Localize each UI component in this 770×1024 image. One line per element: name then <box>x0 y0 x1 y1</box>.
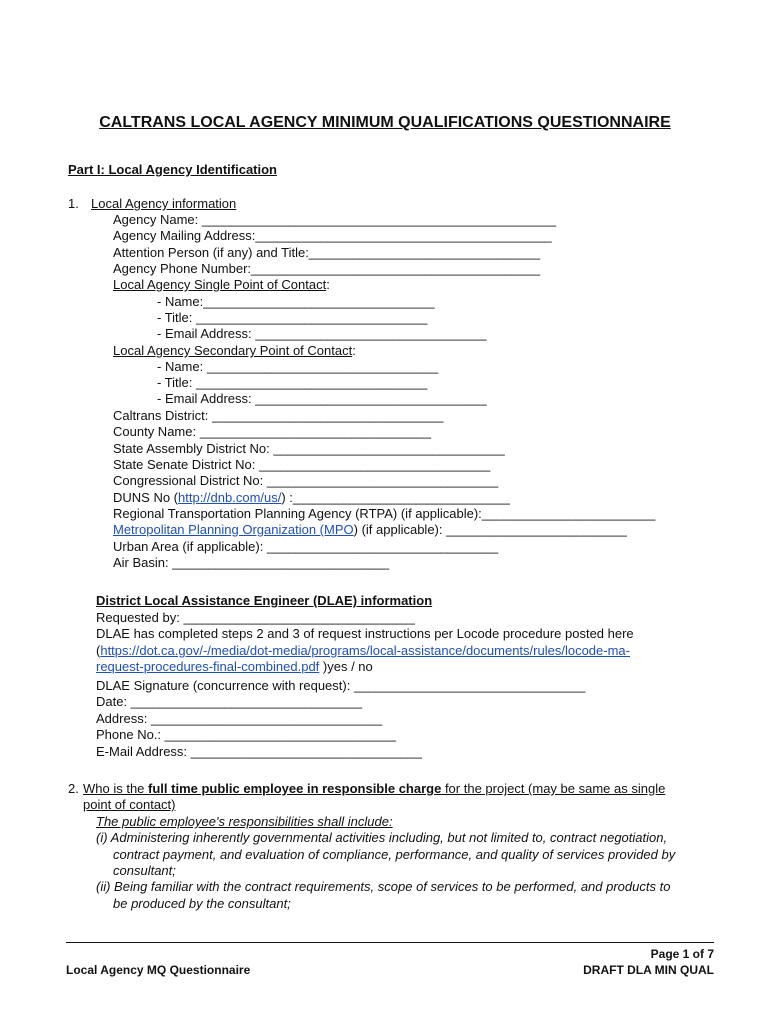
duns-suffix[interactable]: ) :______________________________ <box>281 490 510 505</box>
footer-right: DRAFT DLA MIN QUAL <box>583 963 714 977</box>
footer-left: Local Agency MQ Questionnaire <box>66 963 251 977</box>
item2-rest: for the project (may be same as single <box>441 781 666 796</box>
mpo-suffix[interactable]: ) (if applicable): _________________________ <box>353 522 627 537</box>
agency-name-field[interactable]: Agency Name: _________________________________________________ <box>113 212 557 227</box>
address-field[interactable]: Address: ________________________________ <box>96 711 383 726</box>
secondary-poc-heading <box>113 343 356 359</box>
mailing-address-field[interactable]: Agency Mailing Address:_________________________________________ <box>113 228 552 243</box>
air-basin-field[interactable]: Air Basin: ______________________________ <box>113 555 390 570</box>
agency-phone-field[interactable]: Agency Phone Number:________________________________________ <box>113 261 541 276</box>
yes-no-choice[interactable]: )yes / no <box>319 659 373 674</box>
item2-question <box>83 781 665 797</box>
urban-area-field[interactable]: Urban Area (if applicable): ________________________________ <box>113 539 499 554</box>
single-poc-label: Local Agency Single Point of Contact <box>113 277 327 292</box>
assembly-district-field[interactable]: State Assembly District No: ________________________________ <box>113 441 505 456</box>
footer-divider <box>66 942 714 943</box>
dlae-completed-text: DLAE has completed steps 2 and 3 of request instructions per Locode procedure posted here <box>96 626 634 641</box>
mpo-field <box>113 522 627 538</box>
footer-page-number: Page 1 of 7 <box>650 947 714 961</box>
caltrans-district-field[interactable]: Caltrans District: ________________________________ <box>113 408 444 423</box>
senate-district-field[interactable]: State Senate District No: ________________________________ <box>113 457 491 472</box>
attention-person-field[interactable]: Attention Person (if any) and Title:________________________________ <box>113 245 541 260</box>
secondary-poc-name-field[interactable]: - Name: ________________________________ <box>157 359 439 374</box>
secondary-poc-email-field[interactable]: - Email Address: ________________________________ <box>157 391 487 406</box>
locode-procedure-link[interactable]: https://dot.ca.gov/-/media/dot-media/programs/local-assistance/documents/rules/locode-ma- <box>100 643 630 658</box>
paren-open: ( <box>96 643 101 658</box>
duns-prefix: DUNS No ( <box>113 490 179 505</box>
responsibility-i-line2: contract payment, and evaluation of compliance, performance, and quality of services provided by <box>113 847 676 862</box>
document-title: CALTRANS LOCAL AGENCY MINIMUM QUALIFICATIONS QUESTIONNAIRE <box>99 114 671 131</box>
dlae-heading: District Local Assistance Engineer (DLAE) information <box>96 593 433 608</box>
part1-heading: Part I: Local Agency Identification <box>68 162 277 177</box>
responsibility-ii-line2: be produced by the consultant; <box>113 896 291 911</box>
item2-continuation: point of contact) <box>83 797 176 812</box>
responsibility-ii-line1: (ii) Being familiar with the contract requirements, scope of services to be performed, and products to <box>96 879 671 894</box>
locode-procedure-link-cont[interactable]: request-procedures-final-combined.pdf <box>96 659 320 674</box>
secondary-poc-label: Local Agency Secondary Point of Contact <box>113 343 353 358</box>
item2-number: 2. <box>68 781 79 796</box>
item2-who: Who is the <box>83 781 149 796</box>
duns-field <box>113 490 510 506</box>
single-poc-email-field[interactable]: - Email Address: ________________________________ <box>157 326 487 341</box>
single-poc-name-field[interactable]: - Name:________________________________ <box>157 294 435 309</box>
county-name-field[interactable]: County Name: ________________________________ <box>113 424 432 439</box>
rtpa-field[interactable]: Regional Transportation Planning Agency (RTPA) (if applicable):________________________ <box>113 506 656 521</box>
secondary-poc-colon: : <box>352 343 356 358</box>
item2-bold: full time public employee in responsible charge <box>148 781 442 796</box>
duns-link[interactable]: http://dnb.com/us/ <box>178 490 282 505</box>
single-poc-colon: : <box>326 277 330 292</box>
congressional-district-field[interactable]: Congressional District No: ________________________________ <box>113 473 499 488</box>
phone-no-field[interactable]: Phone No.: ________________________________ <box>96 727 397 742</box>
responsibility-i-line3: consultant; <box>113 863 176 878</box>
requested-by-field[interactable]: Requested by: ________________________________ <box>96 610 415 625</box>
date-field[interactable]: Date: ________________________________ <box>96 694 363 709</box>
item1-number: 1. <box>68 196 79 211</box>
single-poc-title-field[interactable]: - Title: ________________________________ <box>157 310 428 325</box>
dlae-link-line2 <box>96 659 373 675</box>
dlae-link-line1 <box>96 643 630 659</box>
responsibilities-heading: The public employee's responsibilities shall include: <box>96 814 393 829</box>
item1-title: Local Agency information <box>91 196 237 211</box>
mpo-link[interactable]: Metropolitan Planning Organization (MPO <box>113 522 354 537</box>
email-address-field[interactable]: E-Mail Address: ________________________________ <box>96 744 423 759</box>
secondary-poc-title-field[interactable]: - Title: ________________________________ <box>157 375 428 390</box>
dlae-signature-field[interactable]: DLAE Signature (concurrence with request): ________________________________ <box>96 678 586 693</box>
single-poc-heading <box>113 277 330 293</box>
responsibility-i-line1: (i) Administering inherently governmental activities including, but not limited to, contract negotiation, <box>96 830 668 845</box>
